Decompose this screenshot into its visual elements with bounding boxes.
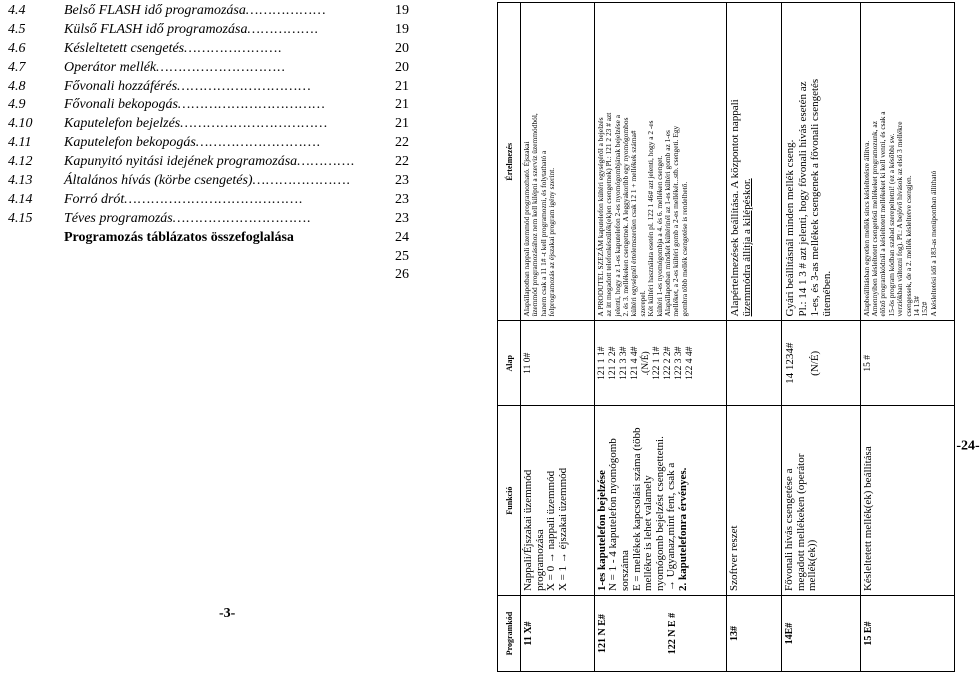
- default-value-cell: [594, 321, 726, 406]
- toc-entry-page: 25: [395, 248, 409, 264]
- meaning-line: szerepel.: [637, 290, 647, 317]
- default-value-cell: [860, 321, 954, 406]
- program-code: [625, 600, 636, 667]
- default-value: 121 2 2#: [607, 346, 618, 380]
- function-line: Nappali/Éjszakai üzemmód: [522, 469, 534, 592]
- toc-entry-number: 4.7: [8, 59, 26, 75]
- function-line: nyomógomb bejelzést csengettetni.: [653, 436, 666, 592]
- header-meaning: Értelmezés: [498, 3, 521, 321]
- toc-entry-page: 21: [395, 116, 409, 132]
- function-line: mellék(ek)): [806, 539, 819, 592]
- table-row: [860, 3, 954, 672]
- function-line: 1-es kaputelefon bejelzése: [595, 470, 608, 592]
- toc-entry-number: 4.13: [8, 173, 33, 189]
- toc-entry-number: 4.12: [8, 154, 33, 170]
- default-value: 11 0#: [523, 352, 533, 374]
- header-function: Funkció: [498, 406, 521, 596]
- toc-entry-page: 23: [395, 191, 409, 207]
- meaning-line: jelenti, hogy a z 1-es kaputelefon 2-es nyomógombjának bejelzése a: [612, 114, 622, 317]
- program-code: 11 X#: [523, 621, 534, 646]
- toc-leader-dots: ………………: [245, 3, 327, 18]
- toc-leader-dots: ………………………………….: [124, 191, 304, 207]
- meaning-line: 152#: [920, 301, 930, 317]
- function-line: X = 1 → éjszakai üzemmód: [556, 467, 569, 592]
- toc-entry-page: 19: [395, 21, 409, 37]
- toc-entry-title: Kapunyitó nyitási idejének programozása………….: [64, 154, 356, 170]
- meaning-line: 2. és 3. mellékeken csengetnek. A leggyakoribb egy nyomógombos: [620, 117, 630, 317]
- meaning-line: Gyári beállításnál minden mellék cseng.: [784, 139, 797, 317]
- meaning-line: kültéri egységnél értelemszerűen csak 12 1 + mellékek száma#: [629, 130, 639, 317]
- program-code-cell: [594, 596, 726, 672]
- meaning-line: Pl.: 14 1 3 # azt jelenti, hogy fővonali hívás esetén az: [796, 81, 809, 317]
- program-code: 14E#: [784, 622, 796, 645]
- toc-entry-page: 26: [395, 267, 409, 283]
- toc-entry-page: 22: [395, 154, 409, 170]
- meaning-line: verziókban változni fog). Pl.: A bejövő hívások az első 3 mellékre: [895, 121, 905, 317]
- toc-leader-dots: ………….: [297, 154, 356, 170]
- toc-entry-title: Késleltetett csengetés………………….: [64, 40, 283, 56]
- program-code-cell: [860, 596, 954, 672]
- toc-entry-title: Programozás táblázatos összefoglalása: [64, 229, 294, 245]
- default-value: 121 3 3#: [618, 346, 629, 380]
- default-value: 14 1234#: [784, 342, 797, 384]
- page-number-right: -24-: [956, 438, 980, 454]
- toc-leader-dots: ……………………….: [195, 135, 322, 151]
- meaning-line: A PRODUTEL SZEZÁM kaputelefon kültéri egységéről a bejelzés: [595, 117, 605, 317]
- function-line: Fővonali hívás csengetése a: [783, 468, 796, 592]
- program-code: [639, 600, 650, 667]
- toc-entry: [0, 210, 420, 229]
- toc-entry-title: Fővonali bekopogás……………………………: [64, 97, 326, 113]
- toc-entry-page: 19: [395, 3, 409, 18]
- meaning-line: előző programkódnál a késleltetett mellékeket ki kell venni, és csak a: [878, 111, 888, 317]
- table-row: [782, 3, 860, 672]
- table-row: [727, 3, 782, 672]
- page-number-left: -3-: [219, 606, 236, 621]
- toc-leader-dots: ………………………….: [172, 210, 312, 226]
- meaning-line: A késleltetési idő a 183-as menüpontban állítható: [928, 170, 938, 317]
- default-value: 122 1 1#: [651, 346, 662, 380]
- toc-entry: [0, 59, 420, 78]
- toc-entry-title: Kaputelefon bekopogás……………………….: [64, 135, 322, 151]
- default-value: 15 #: [862, 354, 873, 372]
- table-row: [594, 3, 726, 672]
- meaning-line: Alapértelmezések beállítása. A központot nappali: [729, 99, 742, 317]
- default-value-cell: [521, 321, 595, 406]
- toc-leader-dots: …………….: [247, 21, 320, 37]
- programming-summary-table: [497, 2, 955, 672]
- header-code: Programkód: [498, 596, 521, 672]
- default-value: 121 1 1#: [596, 346, 607, 380]
- toc-entry-page: 23: [395, 173, 409, 189]
- meaning-line: Alapállapotban mindkét kültérinél az 1-es kültéri gomb az 1-es: [663, 130, 673, 317]
- default-value: (N/É): [809, 350, 822, 376]
- meaning-line: üzemmódra állítja a kilépéskor.: [741, 178, 754, 317]
- toc-entry-number: 4.4: [8, 3, 26, 18]
- meaning-line: felprogramozás az éjszakai program igény szerint.: [547, 167, 557, 317]
- meaning-line: Alapállapotban nappali üzemmód programozható. Éjszakai: [522, 141, 531, 317]
- toc-entry-page: 24: [395, 229, 409, 245]
- function-cell: [860, 406, 954, 596]
- toc-entry-title: Téves programozás………………………….: [64, 210, 312, 226]
- header-default: Alap: [498, 321, 521, 406]
- toc-entry-title: Külső FLASH idő programozása…………….: [64, 21, 320, 37]
- table-body: [521, 3, 955, 672]
- default-value-cell: [727, 321, 782, 406]
- function-line: sorszáma: [618, 550, 631, 592]
- meaning-cell: [860, 3, 954, 321]
- program-code: 122 N E #: [666, 612, 678, 655]
- toc-entry-title: Operátor mellék………………………..: [64, 59, 287, 75]
- function-line: 2. kaputelefonra érvényes.: [676, 467, 689, 592]
- toc-entry-title: Forró drót………………………………….: [64, 191, 304, 207]
- toc-entry: [0, 2, 420, 21]
- meaning-line: Alapbeállításban egyetlen mellék sincs késleltetésre állítva.: [861, 140, 871, 317]
- meaning-cell: [594, 3, 726, 321]
- function-line: N = 1 - 4 kaputelefon nyomógomb: [607, 438, 620, 592]
- function-line: programozása: [533, 529, 546, 592]
- function-cell: [594, 406, 726, 596]
- function-line: E = mellékek kapcsolási száma (több: [630, 427, 643, 592]
- meaning-cell: [782, 3, 860, 321]
- toc-entry: [0, 172, 420, 191]
- meaning-line: Két kültéri használata esetén pl. 122 1 46# azt jelenti, hogy a 2 -es: [646, 120, 656, 317]
- toc-leader-dots: ………………………..: [156, 59, 287, 75]
- toc-entry-number: 4.14: [8, 191, 33, 207]
- program-code: 15 E#: [862, 621, 874, 646]
- table-header-row: [498, 3, 521, 672]
- meaning-line: 15-ös program kódban szabad szerepeltetni! (ez a későbbi sw.: [886, 133, 896, 317]
- toc-leader-dots: ………………….: [252, 173, 352, 189]
- table-of-contents: [0, 2, 420, 285]
- meaning-line: az itt megadott telefonkészülék(ek)en csengetnek) Pl.: 121 2 23 # azt: [604, 112, 614, 317]
- toc-entry-page: 23: [395, 210, 409, 226]
- toc-entry: [0, 21, 420, 40]
- toc-leader-dots: ……………………………: [180, 116, 329, 132]
- program-code: [611, 600, 622, 667]
- toc-leader-dots: ………………….: [184, 40, 283, 56]
- meaning-line: Amennyiben késleltetett csengetésű mellékeket programozunk, az: [869, 121, 879, 317]
- meaning-line: csengessek, de a 2. mellék késleltetve csengjen.: [903, 175, 913, 317]
- meaning-line: 1-es, és 3-as mellékek csengenek a fővonali csengetés: [808, 78, 821, 317]
- toc-entry: [0, 115, 420, 134]
- meaning-line: hanem csak a 11 1# -t kell programozni, és folytatható a: [538, 150, 548, 317]
- toc-entry-page: 21: [395, 97, 409, 113]
- function-cell: [521, 406, 595, 596]
- default-value: 122 3 3#: [673, 346, 684, 380]
- default-value: .(N/É): [640, 351, 651, 376]
- toc-entry-number: 4.9: [8, 97, 26, 113]
- toc-entry: [0, 40, 420, 59]
- default-value: 121 4 4#: [629, 346, 640, 380]
- function-cell: [782, 406, 860, 596]
- function-line: X = 0 → nappali üzemmód: [545, 470, 558, 592]
- meaning-cell: [727, 3, 782, 321]
- default-value: 122 4 4#: [684, 346, 695, 380]
- meaning-line: 14 13#: [911, 296, 921, 317]
- toc-entry-number: 4.11: [8, 135, 32, 151]
- program-code-cell: [782, 596, 860, 672]
- toc-entry-title: Általános hívás (körbe csengetés)………………….: [64, 173, 352, 189]
- toc-entry-number: 4.10: [8, 116, 33, 132]
- function-line: Szoftver reszet: [728, 525, 741, 592]
- program-code-cell: [521, 596, 595, 672]
- toc-entry: [0, 96, 420, 115]
- toc-entry: [0, 191, 420, 210]
- toc-entry-title: Belső FLASH idő programozása………………: [64, 3, 327, 18]
- meaning-line: gombra több mellék csengetése is rendelhető.: [679, 181, 689, 317]
- toc-entry-page: 22: [395, 135, 409, 151]
- default-value: [797, 325, 810, 401]
- program-code: [653, 600, 664, 667]
- meaning-line: kültéri 1-es nyomógombja a 4. és 6. melléken csenget.: [654, 155, 664, 317]
- default-value-cell: [782, 321, 860, 406]
- toc-entry: [0, 248, 420, 267]
- toc-entry-number: 4.5: [8, 21, 26, 37]
- meaning-line: melléket, a 2-es kültéri gomb a 2-es mellékét...stb. csengeti. Egy: [671, 125, 681, 317]
- function-line: Késleltetett mellék(ek) beállítása: [861, 446, 874, 592]
- toc-entry: [0, 266, 420, 285]
- program-code: 121 N E#: [596, 614, 608, 653]
- toc-entry-page: 20: [395, 40, 409, 56]
- toc-leader-dots: …………………………: [177, 78, 312, 94]
- toc-entry-number: 4.6: [8, 40, 26, 56]
- table-row: [521, 3, 595, 672]
- meaning-line: ütemében.: [821, 270, 834, 317]
- meaning-cell: [521, 3, 595, 321]
- function-line: mellékre is lehet valamely: [642, 475, 655, 592]
- rotated-table-page: [497, 2, 980, 672]
- function-line: megadott mellékeken (operátor: [794, 453, 807, 592]
- toc-entry: [0, 134, 420, 153]
- function-line: → Ugyanaz,mint fent, csak a: [665, 462, 678, 592]
- meaning-line: üzemmód programozásához nem kell kilépni a szerviz üzemmódból,: [530, 113, 540, 317]
- toc-entry: [0, 153, 420, 172]
- default-value: 122 2 2#: [662, 346, 673, 380]
- toc-entry-page: 20: [395, 59, 409, 75]
- toc-entry-title: Fővonali hozzáférés…………………………: [64, 78, 312, 94]
- toc-entry-number: 4.15: [8, 210, 33, 226]
- program-code: 13#: [729, 626, 741, 642]
- toc-entry-page: 21: [395, 78, 409, 94]
- toc-entry-title: Kaputelefon bejelzés……………………………: [64, 116, 329, 132]
- toc-leader-dots: ……………………………: [177, 97, 326, 113]
- toc-entry-number: 4.8: [8, 78, 26, 94]
- toc-entry: [0, 229, 420, 248]
- toc-entry: [0, 78, 420, 97]
- program-code-cell: [727, 596, 782, 672]
- function-cell: [727, 406, 782, 596]
